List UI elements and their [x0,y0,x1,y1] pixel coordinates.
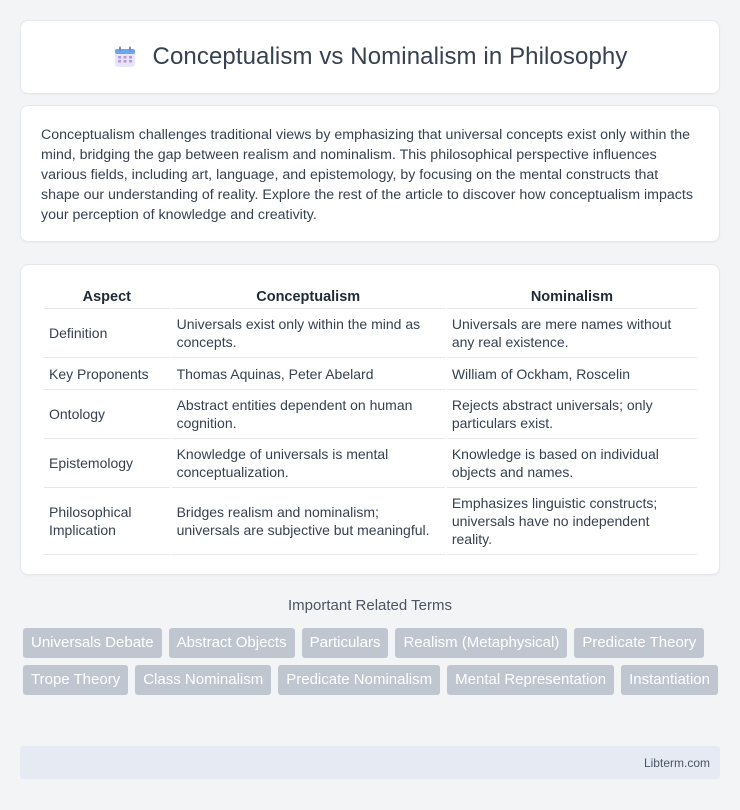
footer-bar [20,746,720,779]
related-term-tag[interactable]: Predicate Nominalism [278,665,440,695]
table-cell-conceptualism: Thomas Aquinas, Peter Abelard [172,358,445,390]
related-term-tag[interactable]: Instantiation [621,665,718,695]
related-term-tag[interactable]: Realism (Metaphysical) [395,628,567,658]
intro-paragraph: Conceptualism challenges traditional views by emphasizing that universal concepts exist only within the mind, bridging the gap between realism and nominalism. This philosophical perspective influences various fields, including art, language, and epistemology, by focusing on the mental constructs that shape our understanding of reality. Explore the rest of the article to discover how conceptualism impacts your perception of knowledge and creativity. [41,127,693,223]
title-wrap [113,43,628,71]
related-term-tag[interactable]: Particulars [302,628,389,658]
table-cell-conceptualism: Universals exist only within the mind as concepts. [172,309,445,358]
table-header-row [44,285,697,309]
table-cell-nominalism: Emphasizes linguistic constructs; universals have no independent reality. [447,488,697,555]
header-card [20,20,720,94]
table-cell-aspect: Epistemology [44,439,170,488]
table-cell-nominalism: Universals are mere names without any real existence. [447,309,697,358]
related-term-tag[interactable]: Universals Debate [23,628,162,658]
table-cell-aspect: Key Proponents [44,358,170,390]
related-terms-list [23,628,723,695]
table-cell-conceptualism: Knowledge of universals is mental conceptualization. [172,439,445,488]
table-row [44,309,697,358]
table-row [44,358,697,390]
comparison-table-card [20,264,720,575]
calendar-icon [113,45,137,69]
table-cell-aspect: Definition [44,309,170,358]
table-row [44,488,697,555]
footer-site-link[interactable]: Libterm.com [643,755,710,770]
column-header-nominalism: Nominalism [447,285,697,309]
column-header-aspect: Aspect [44,285,170,309]
comparison-table [42,285,699,555]
table-row [44,390,697,439]
table-cell-nominalism: Knowledge is based on individual objects and names. [447,439,697,488]
related-terms-title: Important Related Terms [288,597,452,614]
intro-card [20,105,720,242]
table-cell-conceptualism: Abstract entities dependent on human cognition. [172,390,445,439]
table-cell-nominalism: Rejects abstract universals; only particulars exist. [447,390,697,439]
related-term-tag[interactable]: Trope Theory [23,665,128,695]
table-row [44,439,697,488]
related-term-tag[interactable]: Mental Representation [447,665,614,695]
table-cell-nominalism: William of Ockham, Roscelin [447,358,697,390]
related-term-tag[interactable]: Abstract Objects [169,628,295,658]
column-header-conceptualism: Conceptualism [172,285,445,309]
table-cell-conceptualism: Bridges realism and nominalism; universals are subjective but meaningful. [172,488,445,555]
related-term-tag[interactable]: Class Nominalism [135,665,271,695]
page-title: Conceptualism vs Nominalism in Philosophy [152,43,628,70]
table-cell-aspect: Philosophical Implication [44,488,170,555]
related-term-tag[interactable]: Predicate Theory [574,628,704,658]
table-cell-aspect: Ontology [44,390,170,439]
